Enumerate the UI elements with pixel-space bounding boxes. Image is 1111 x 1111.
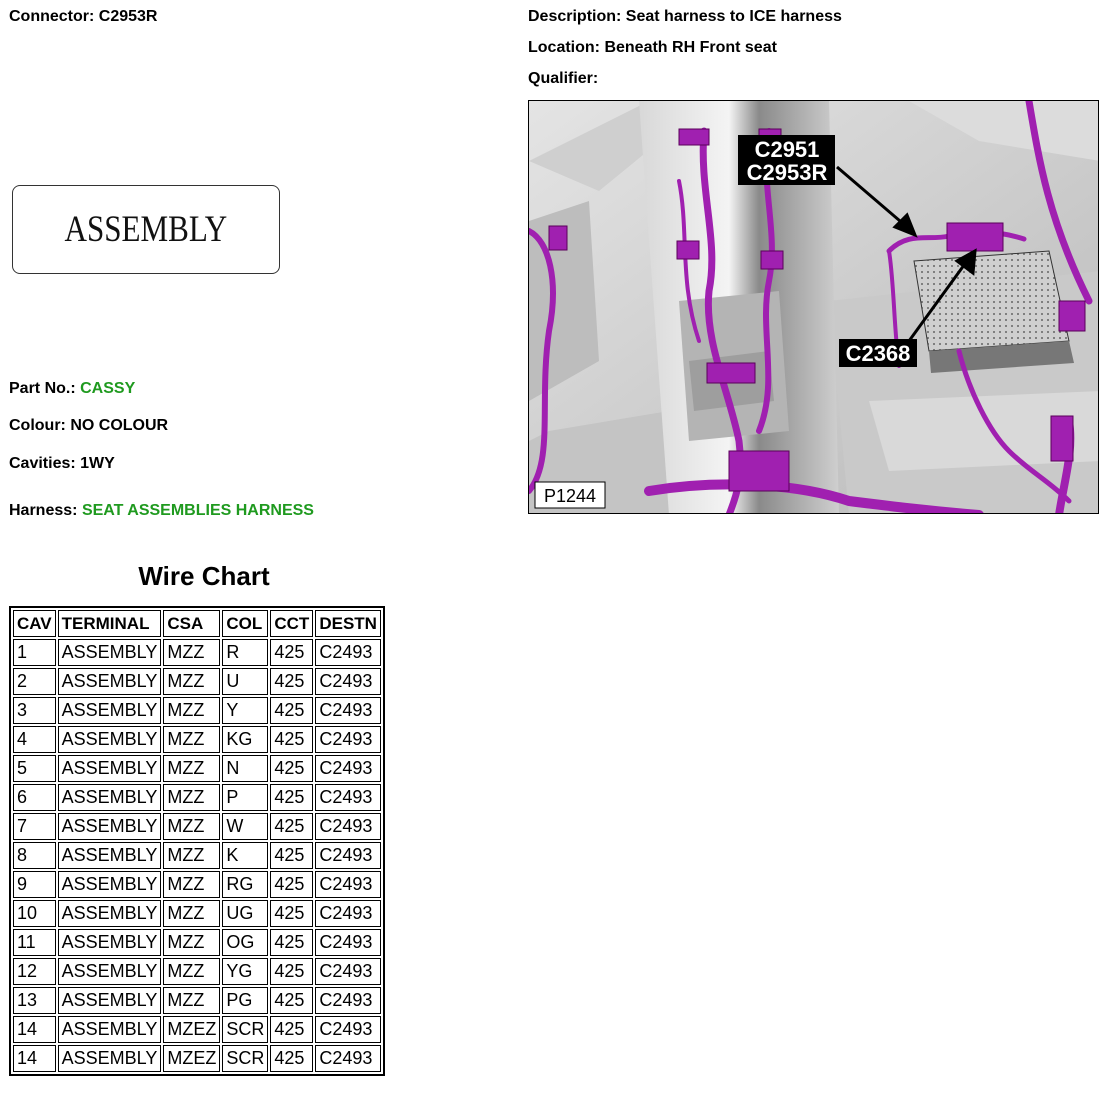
table-cell: C2493 (315, 1016, 381, 1043)
table-cell: 3 (13, 697, 56, 724)
table-cell: 425 (270, 813, 313, 840)
table-cell: ASSEMBLY (58, 784, 162, 811)
table-cell: C2493 (315, 1045, 381, 1072)
location-label: Location: (528, 39, 600, 56)
table-row (13, 668, 381, 695)
table-row (13, 784, 381, 811)
wire-chart-column-header: TERMINAL (58, 610, 162, 637)
table-row (13, 1016, 381, 1043)
table-cell: C2493 (315, 987, 381, 1014)
table-cell: R (222, 639, 268, 666)
table-cell: U (222, 668, 268, 695)
wire-chart-column-header: CAV (13, 610, 56, 637)
table-cell: ASSEMBLY (58, 1016, 162, 1043)
callout-c2368: C2368 (845, 341, 911, 366)
table-cell: C2493 (315, 929, 381, 956)
cavities-label: Cavities: (9, 455, 76, 472)
table-cell: 5 (13, 755, 56, 782)
wire-chart-table (9, 606, 385, 1076)
table-cell: 425 (270, 987, 313, 1014)
table-row (13, 958, 381, 985)
location-photo (528, 100, 1099, 514)
table-row (13, 842, 381, 869)
table-cell: C2493 (315, 639, 381, 666)
table-cell: MZZ (163, 697, 220, 724)
table-cell: 425 (270, 726, 313, 753)
assembly-image-box (12, 185, 280, 274)
table-cell: SCR (222, 1016, 268, 1043)
table-row (13, 755, 381, 782)
table-cell: SCR (222, 1045, 268, 1072)
table-cell: 425 (270, 639, 313, 666)
table-cell: KG (222, 726, 268, 753)
connector-value: C2953R (98, 8, 158, 25)
qualifier-label: Qualifier: (528, 70, 599, 87)
connector-label: Connector: (9, 8, 95, 25)
table-cell: 425 (270, 929, 313, 956)
wire-chart-header-row (13, 610, 381, 637)
wire-chart-column-header: CCT (270, 610, 313, 637)
table-cell: C2493 (315, 958, 381, 985)
table-row (13, 813, 381, 840)
part-number-label: Part No.: (9, 380, 76, 397)
table-cell: C2493 (315, 726, 381, 753)
table-cell: 1 (13, 639, 56, 666)
table-cell: ASSEMBLY (58, 697, 162, 724)
part-number-line (9, 380, 135, 398)
table-cell: 11 (13, 929, 56, 956)
table-cell: C2493 (315, 755, 381, 782)
table-cell: 14 (13, 1016, 56, 1043)
table-cell: ASSEMBLY (58, 900, 162, 927)
table-row (13, 987, 381, 1014)
table-row (13, 697, 381, 724)
table-cell: RG (222, 871, 268, 898)
table-cell: MZZ (163, 726, 220, 753)
description-value: Seat harness to ICE harness (625, 8, 842, 25)
description-label: Description: (528, 8, 622, 25)
table-cell: ASSEMBLY (58, 842, 162, 869)
connector-line (9, 8, 157, 26)
table-cell: 425 (270, 900, 313, 927)
table-cell: 425 (270, 842, 313, 869)
harness-line (9, 502, 314, 520)
table-cell: ASSEMBLY (58, 987, 162, 1014)
table-cell: 425 (270, 755, 313, 782)
vehicle-floor-illustration (529, 101, 1099, 514)
table-cell: ASSEMBLY (58, 639, 162, 666)
callout-c2951: C2951 (754, 137, 820, 162)
table-cell: ASSEMBLY (58, 813, 162, 840)
cavities-line (9, 455, 115, 473)
table-row (13, 871, 381, 898)
table-cell: 8 (13, 842, 56, 869)
table-cell: P (222, 784, 268, 811)
table-cell: MZZ (163, 929, 220, 956)
table-cell: UG (222, 900, 268, 927)
wire-chart-body (13, 639, 381, 1072)
qualifier-line (528, 70, 598, 88)
table-cell: ASSEMBLY (58, 871, 162, 898)
wire-chart-title: Wire Chart (138, 561, 270, 591)
table-cell: MZEZ (163, 1016, 220, 1043)
table-cell: C2493 (315, 842, 381, 869)
table-cell: 6 (13, 784, 56, 811)
location-line (528, 39, 777, 57)
table-row (13, 929, 381, 956)
table-cell: 13 (13, 987, 56, 1014)
colour-line (9, 417, 168, 435)
table-cell: MZZ (163, 987, 220, 1014)
table-cell: ASSEMBLY (58, 755, 162, 782)
table-cell: C2493 (315, 668, 381, 695)
table-cell: 425 (270, 871, 313, 898)
assembly-text: ASSEMBLY (64, 209, 228, 250)
table-cell: 425 (270, 1045, 313, 1072)
table-cell: 425 (270, 958, 313, 985)
table-cell: MZZ (163, 871, 220, 898)
table-cell: Y (222, 697, 268, 724)
table-cell: MZZ (163, 784, 220, 811)
table-cell: C2493 (315, 697, 381, 724)
colour-label: Colour: (9, 417, 66, 434)
table-cell: 12 (13, 958, 56, 985)
table-cell: ASSEMBLY (58, 929, 162, 956)
cavities-value: 1WY (80, 455, 115, 472)
table-cell: MZZ (163, 813, 220, 840)
table-cell: 4 (13, 726, 56, 753)
part-number-link[interactable]: CASSY (80, 380, 136, 397)
location-value: Beneath RH Front seat (604, 39, 777, 56)
table-cell: PG (222, 987, 268, 1014)
table-cell: 7 (13, 813, 56, 840)
table-cell: 425 (270, 668, 313, 695)
table-cell: C2493 (315, 900, 381, 927)
table-cell: N (222, 755, 268, 782)
harness-link[interactable]: SEAT ASSEMBLIES HARNESS (81, 502, 314, 519)
table-cell: YG (222, 958, 268, 985)
colour-value: NO COLOUR (70, 417, 169, 434)
table-cell: ASSEMBLY (58, 726, 162, 753)
table-cell: ASSEMBLY (58, 958, 162, 985)
callout-c2953r: C2953R (746, 160, 828, 185)
table-row (13, 639, 381, 666)
description-line (528, 8, 842, 26)
table-cell: C2493 (315, 813, 381, 840)
photo-reference-label: P1244 (543, 486, 597, 506)
wire-chart-column-header: CSA (163, 610, 220, 637)
table-cell: 14 (13, 1045, 56, 1072)
table-cell: MZZ (163, 755, 220, 782)
table-cell: MZZ (163, 842, 220, 869)
table-cell: ASSEMBLY (58, 668, 162, 695)
table-cell: K (222, 842, 268, 869)
table-cell: MZZ (163, 900, 220, 927)
table-cell: OG (222, 929, 268, 956)
table-cell: ASSEMBLY (58, 1045, 162, 1072)
table-cell: 425 (270, 1016, 313, 1043)
table-row (13, 900, 381, 927)
wire-chart-column-header: DESTN (315, 610, 381, 637)
table-cell: 10 (13, 900, 56, 927)
table-cell: MZZ (163, 639, 220, 666)
table-cell: W (222, 813, 268, 840)
table-row (13, 1045, 381, 1072)
table-row (13, 726, 381, 753)
table-cell: MZZ (163, 668, 220, 695)
table-cell: MZEZ (163, 1045, 220, 1072)
table-cell: C2493 (315, 784, 381, 811)
table-cell: MZZ (163, 958, 220, 985)
table-cell: 425 (270, 697, 313, 724)
table-cell: 2 (13, 668, 56, 695)
harness-label: Harness: (9, 502, 78, 519)
wire-chart-column-header: COL (222, 610, 268, 637)
table-cell: 425 (270, 784, 313, 811)
table-cell: C2493 (315, 871, 381, 898)
table-cell: 9 (13, 871, 56, 898)
